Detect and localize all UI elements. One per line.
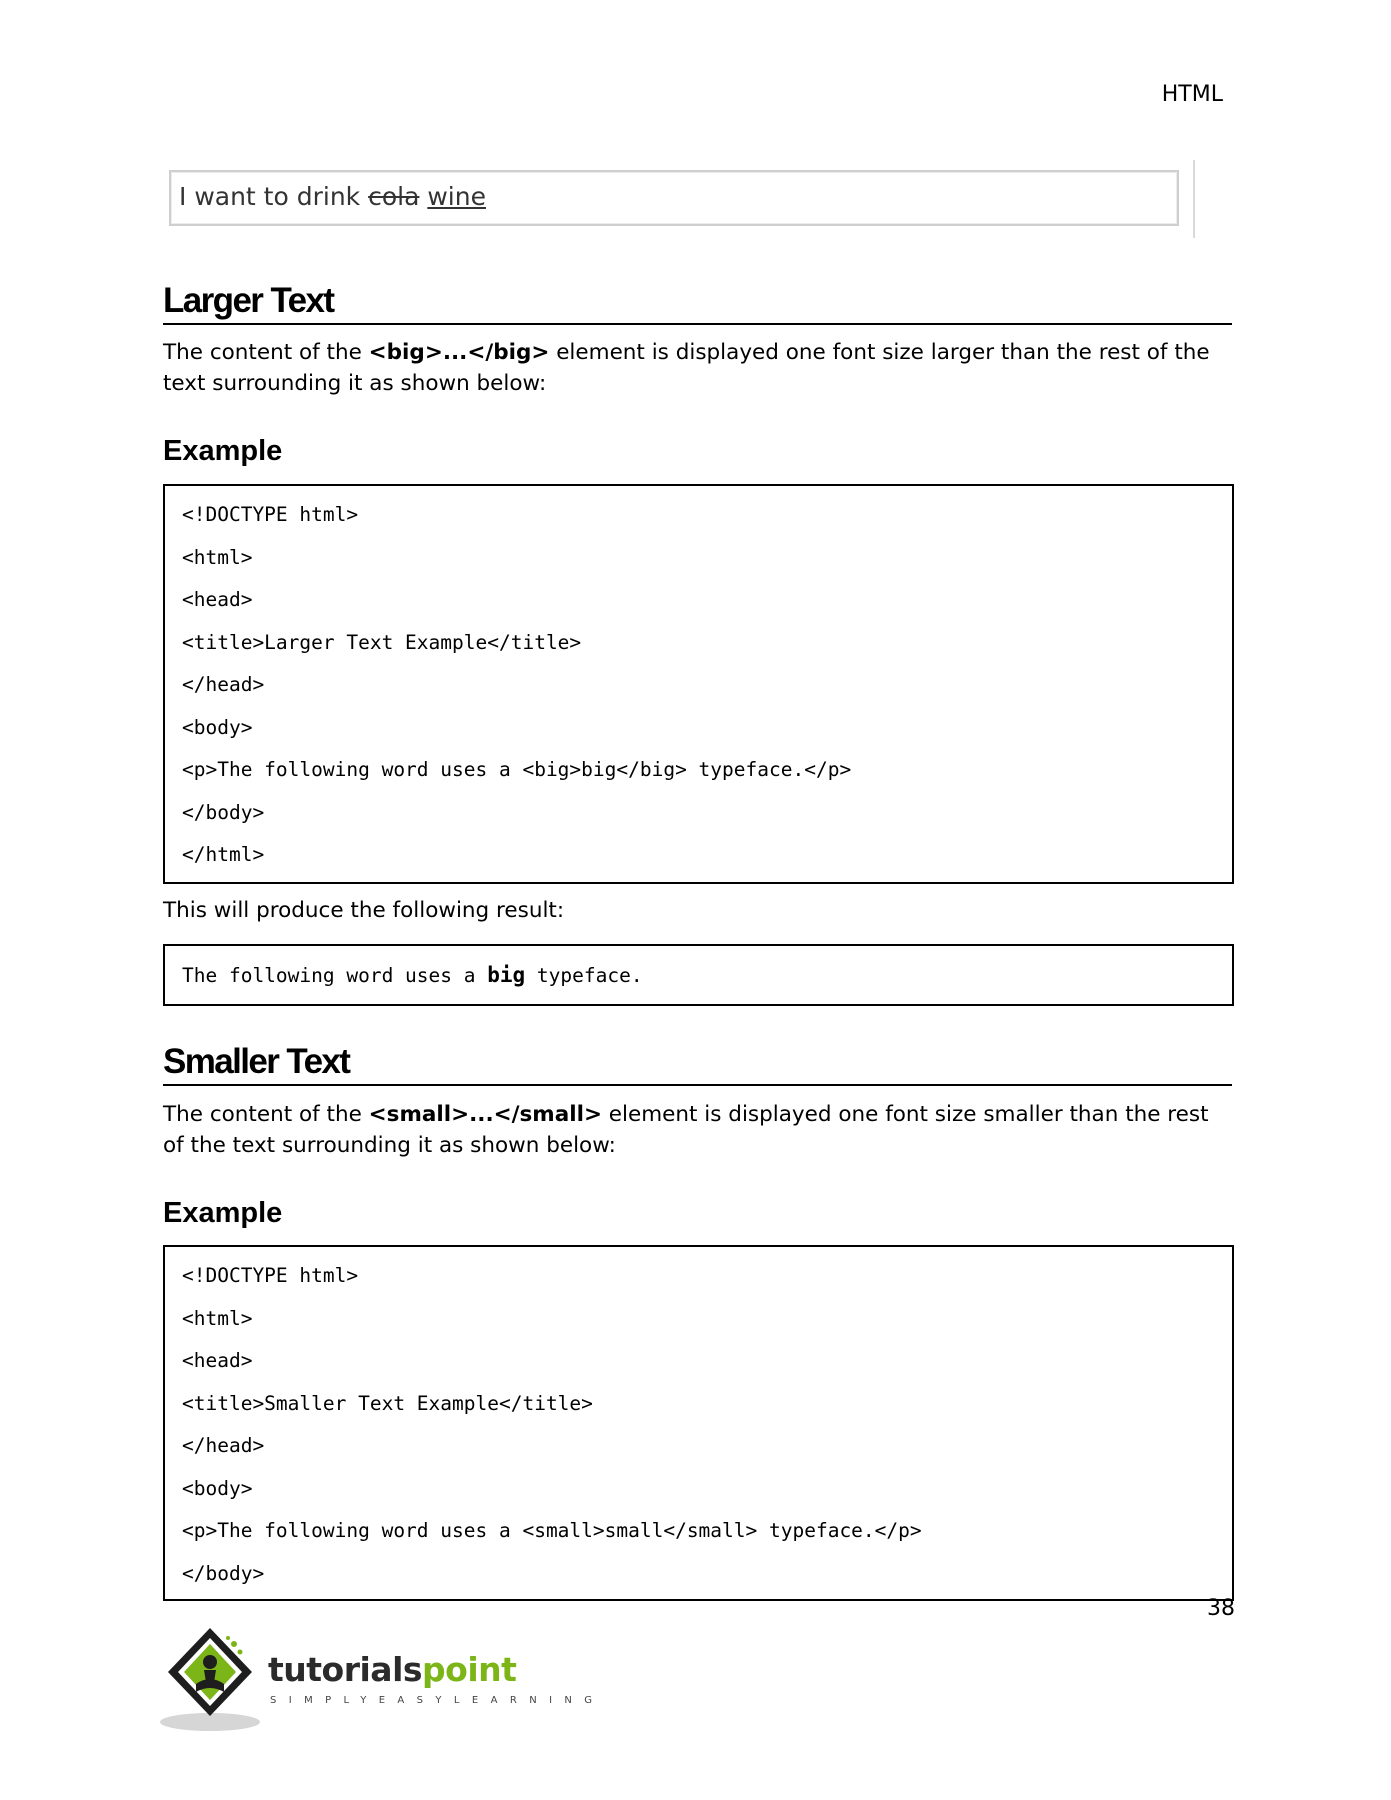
- smaller-example-heading: Example: [163, 1197, 283, 1229]
- code-line: <p>The following word uses a <small>small</small> typeface.</p>: [182, 1519, 922, 1542]
- output-preview-frame: [163, 160, 1195, 238]
- code-line: <body>: [182, 1476, 253, 1500]
- larger-text-description: The content of the <big>...</big> element is displayed one font size larger than the rest of the text surrounding it as shown below:: [163, 340, 1210, 396]
- page-number: 38: [1207, 1596, 1235, 1621]
- larger-example-heading: Example: [163, 435, 283, 467]
- result-big-word: big: [487, 963, 526, 987]
- code-line: <!DOCTYPE html>: [182, 1264, 359, 1287]
- logo-tagline: SIMPLYEASYLEARNING: [270, 1695, 605, 1706]
- larger-text-title: Larger Text: [163, 282, 1232, 325]
- code-line: <title>Larger Text Example</title>: [182, 630, 582, 654]
- code-line: <title>Smaller Text Example</title>: [182, 1391, 593, 1415]
- code-line: <!DOCTYPE html>: [182, 503, 359, 526]
- small-tag-inline: <small>...</small>: [368, 1102, 602, 1127]
- output-preview: [169, 170, 1179, 226]
- larger-code-block: [163, 484, 1234, 884]
- code-line: <html>: [182, 1306, 253, 1330]
- code-line: </body>: [182, 1561, 265, 1585]
- code-line: </body>: [182, 800, 265, 824]
- preview-inserted-word: wine: [427, 182, 486, 211]
- code-line: <head>: [182, 1349, 253, 1372]
- code-line: <p>The following word uses a <big>big</big> typeface.</p>: [182, 758, 852, 781]
- code-line: <body>: [182, 715, 253, 739]
- smaller-text-description: The content of the <small>...</small> element is displayed one font size smaller than the rest of the text surrounding it as shown below:: [163, 1102, 1209, 1158]
- code-line: </head>: [182, 673, 265, 696]
- preview-deleted-word: cola: [368, 182, 420, 211]
- code-line: </head>: [182, 1434, 265, 1457]
- smaller-text-title: Smaller Text: [163, 1043, 1232, 1086]
- larger-result-block: The following word uses a big typeface.: [163, 944, 1234, 1006]
- code-line: <head>: [182, 588, 253, 611]
- smaller-code-block: [163, 1245, 1234, 1601]
- code-line: <html>: [182, 545, 253, 569]
- big-tag-inline: <big>...</big>: [368, 340, 550, 365]
- preview-text: I want to drink: [179, 182, 369, 211]
- running-header: HTML: [1161, 82, 1223, 107]
- tutorialspoint-logo: [160, 1622, 605, 1734]
- logo-wordmark: tutorialspoint: [268, 1650, 517, 1689]
- code-line: </html>: [182, 843, 265, 866]
- logo-emblem-icon: [160, 1622, 270, 1734]
- result-intro: This will produce the following result:: [163, 898, 565, 923]
